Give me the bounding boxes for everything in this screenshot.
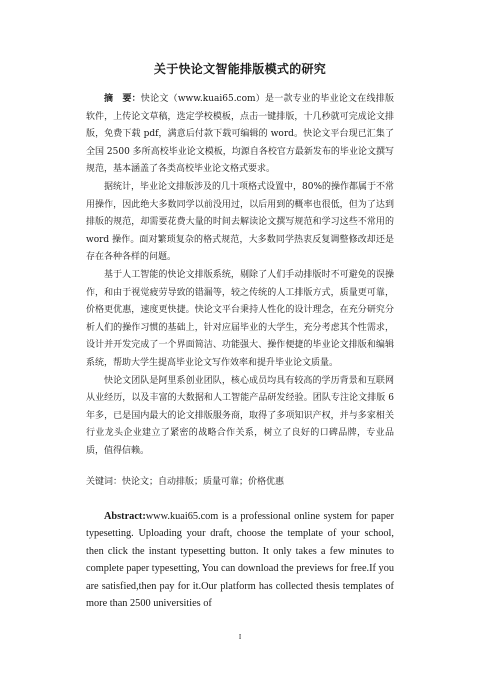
keywords-line xyxy=(86,474,394,492)
body-paragraph-3: 基于人工智能的快论文排版系统，剔除了人们手动排版时不可避免的误操作，和由于视觉疲劳导致的错漏等，较之传统的人工排版方式，质量更可靠，价格更优惠，速度更快捷。快论文平台秉持人性化的设计理念，在充分研究分析人们的操作习惯的基础上，针对应届毕业的大学生，充分考虑其个性需求，设计并开发完成了一个界面简洁、功能强大、操作便捷的毕业论文排版和编辑系统，帮助大学生提高毕业论文写作效率和提升毕业论文质量。 xyxy=(86,269,394,368)
abstract-label: 摘 要： xyxy=(104,94,141,104)
english-abstract-text: www.kuai65.com is a professional online system for paper typesetting. Uploading your draft, choose the template of your school, then click the instant typesetting button. It only takes a few minutes to complete paper typesetting, You can download the previews for free.If you are satisfied,then pay for it.Our platform has collected thesis templates of more than 2500 universities of xyxy=(86,511,394,610)
abstract-paragraph xyxy=(86,91,394,179)
page-number: I xyxy=(238,633,242,641)
keywords-text: 快论文；自动排版；质量可靠；价格优惠 xyxy=(122,477,285,488)
english-abstract-label: Abstract: xyxy=(104,511,146,523)
abstract-text: 快论文（www.kuai65.com）是一款专业的毕业论文在线排版软件，上传论文草稿，选定学校模板，点击一键排版，十几秒就可完成论文排版，免费下载 pdf，满意后付款下载可编辑的 word。快论文平台现已汇集了全国 2500 多所高校毕业论文模板，均源自各校官方最新发布的毕业论文撰写规范，基本涵盖了各类高校毕业论文格式要求。 xyxy=(86,94,394,175)
paper-title: 关于快论文智能排版模式的研究 xyxy=(153,62,327,76)
body-paragraph-4: 快论文团队是阿里系创业团队，核心成员均具有较高的学历背景和互联网从业经历，以及丰富的大数据和人工智能产品研发经验。团队专注论文排版 6 年多，已是国内最大的论文排版服务商，取得了多项知识产权，并与多家相关行业龙头企业建立了紧密的战略合作关系，树立了良好的口碑品牌，专业品质，值得信赖。 xyxy=(86,375,394,456)
english-abstract-paragraph xyxy=(86,508,394,612)
body-paragraph-2: 据统计，毕业论文排版涉及的几十项格式设置中，80%的操作都属于不常用操作，因此绝大多数同学以前没用过，以后用到的概率也很低，但为了达到排版的规范，却需要花费大量的时间去解读论文撰写规范和学习这些不常用的 word 操作。面对繁琐复杂的格式规范，大多数同学热衷反复调整修改却还是存在各种各样的问题。 xyxy=(86,181,395,263)
keywords-label: 关键词： xyxy=(86,477,123,488)
